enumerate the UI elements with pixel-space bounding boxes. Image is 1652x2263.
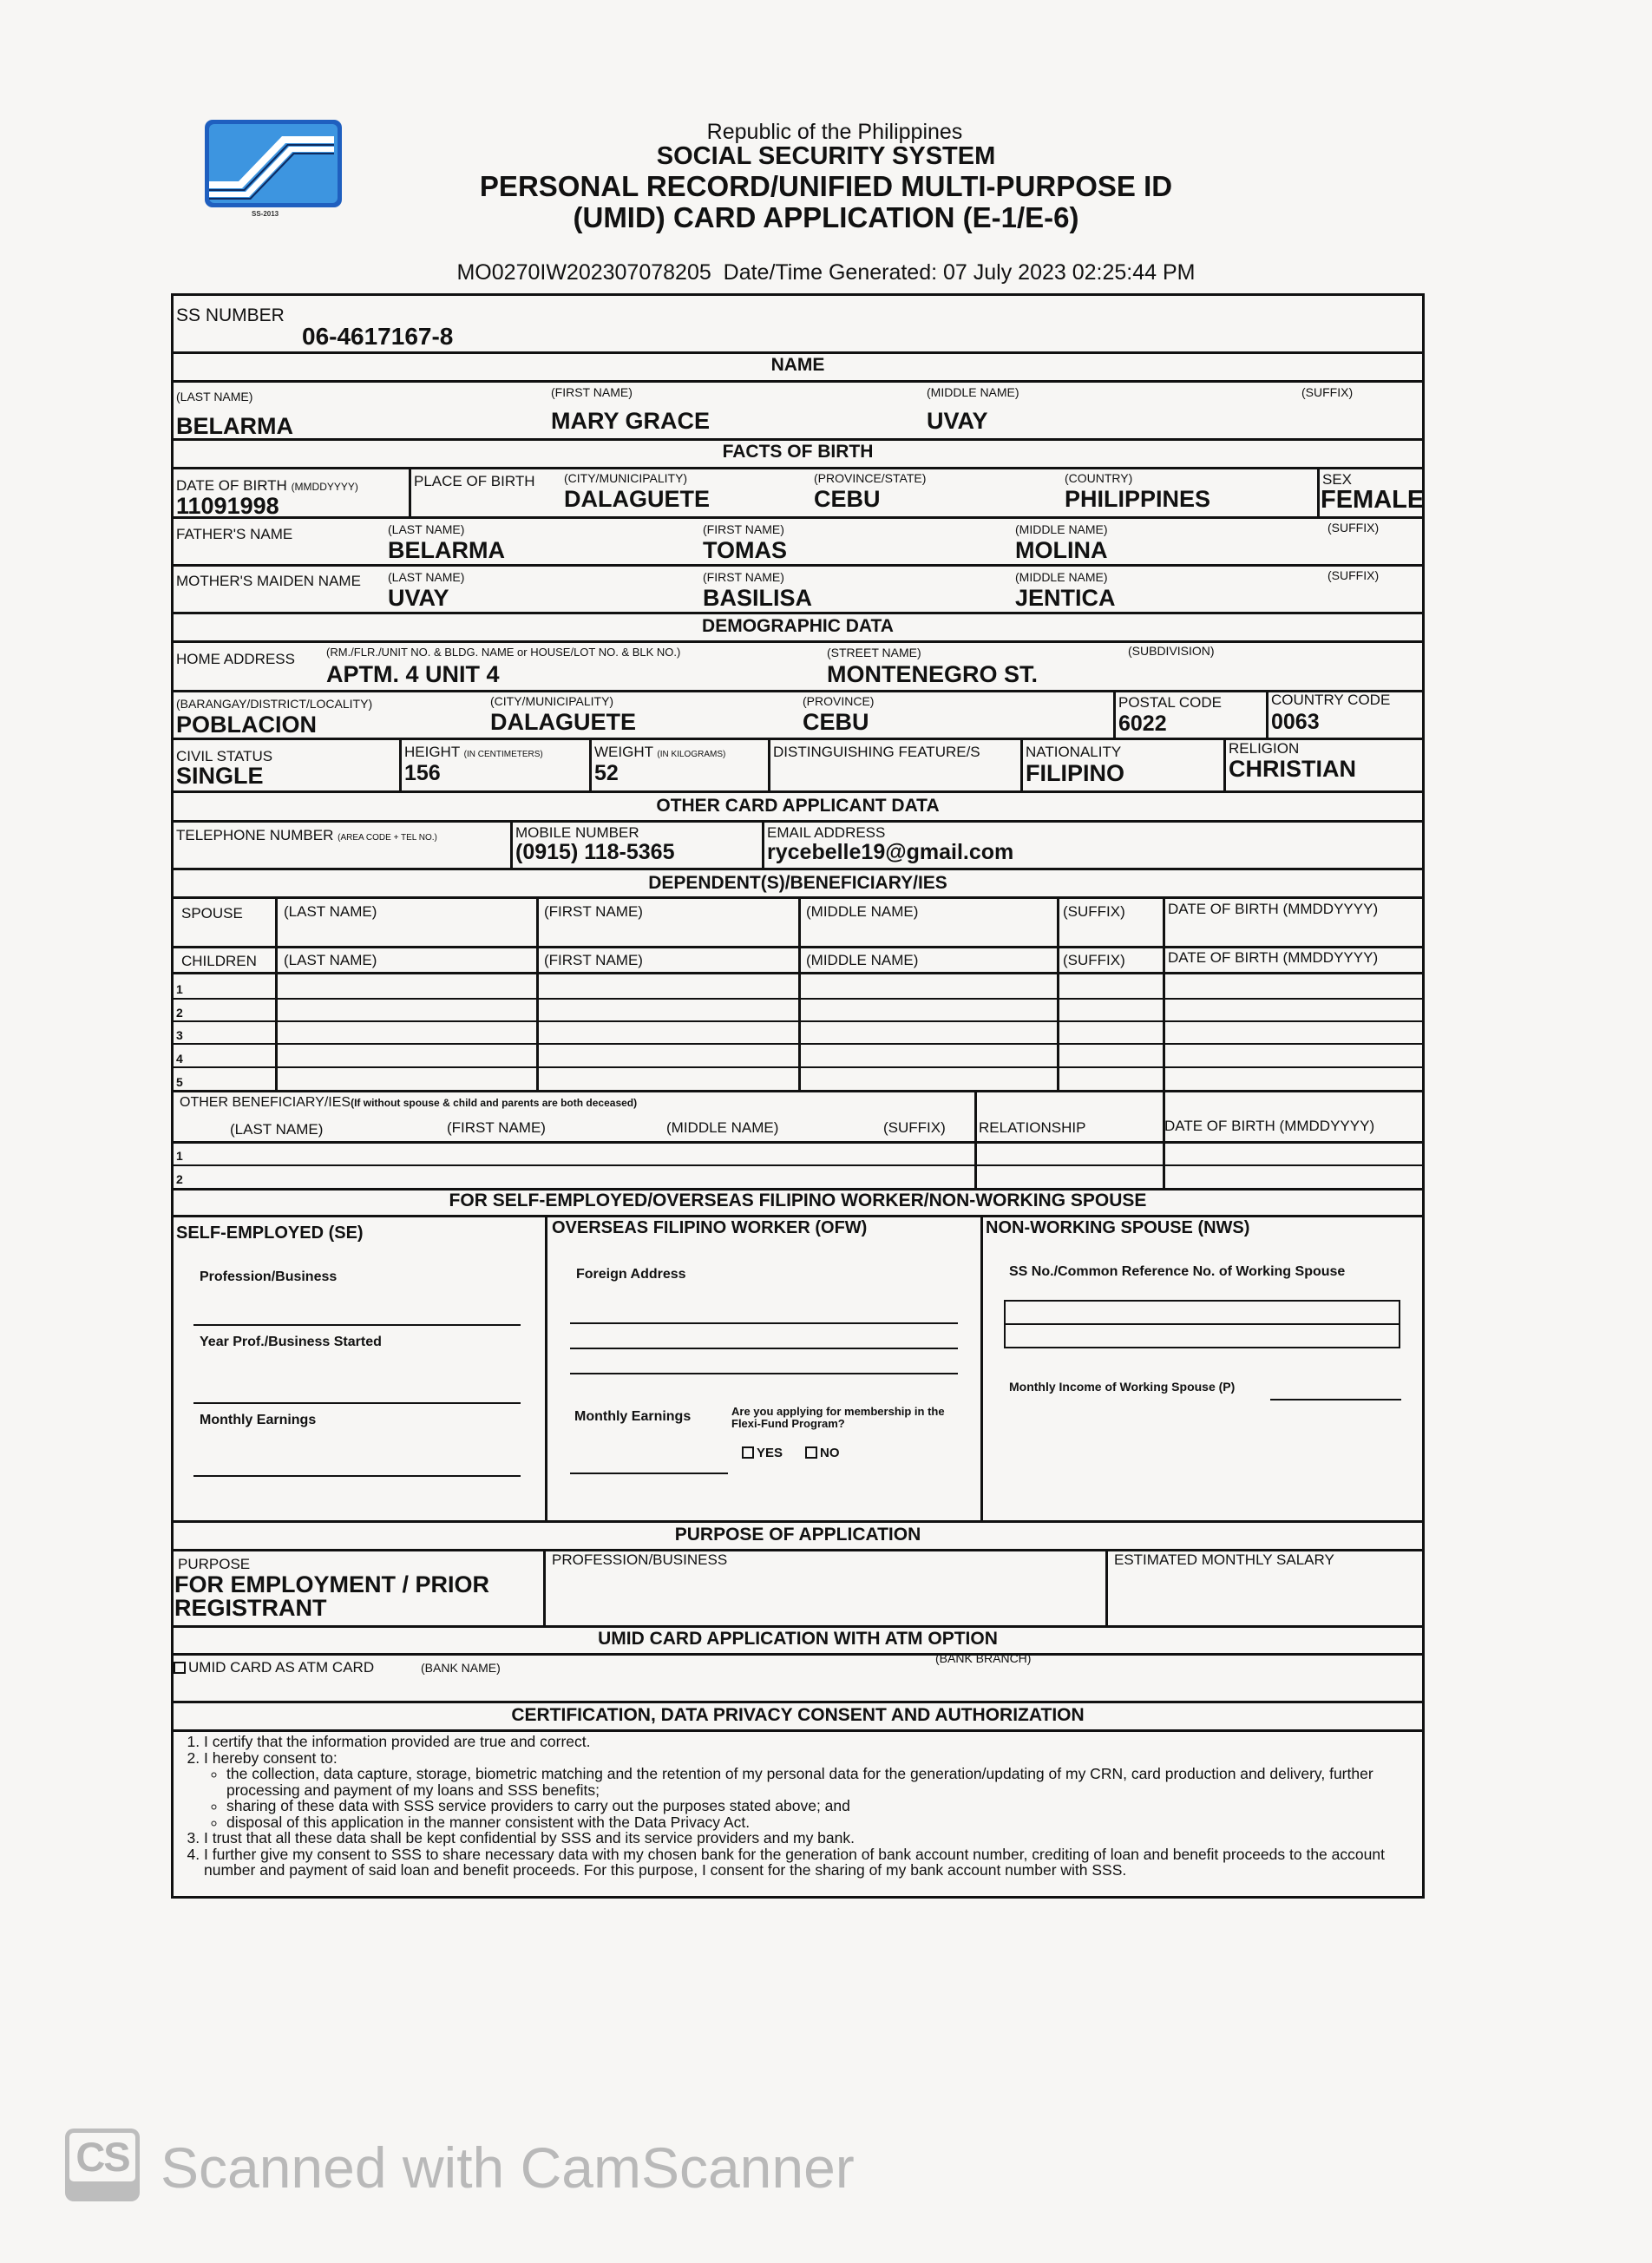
section-special-members: FOR SELF-EMPLOYED/OVERSEAS FILIPINO WORKER/NON-WORKING SPOUSE bbox=[449, 1191, 1147, 1210]
form-title-line2: (UMID) CARD APPLICATION (E-1/E-6) bbox=[573, 201, 1079, 233]
name-middle-value: UVAY bbox=[927, 408, 988, 434]
umid-atm-label: UMID CARD AS ATM CARD bbox=[188, 1659, 375, 1676]
other-beneficiary-note: (If without spouse & child and parents are both deceased) bbox=[351, 1097, 638, 1109]
children-label: CHILDREN bbox=[181, 953, 257, 969]
father-last-value: BELARMA bbox=[388, 537, 505, 563]
se-profession-line[interactable] bbox=[193, 1324, 521, 1326]
divider bbox=[171, 438, 1425, 441]
father-middle-label: (MIDDLE NAME) bbox=[1015, 522, 1108, 536]
se-earnings-label: Monthly Earnings bbox=[200, 1413, 317, 1427]
divider bbox=[1317, 467, 1320, 516]
divider bbox=[589, 738, 592, 790]
other-col-first: (FIRST NAME) bbox=[447, 1119, 546, 1136]
barangay-label: (BARANGAY/DISTRICT/LOCALITY) bbox=[176, 697, 373, 711]
ofw-address-line-1[interactable] bbox=[570, 1322, 958, 1324]
nws-income-label: Monthly Income of Working Spouse (P) bbox=[1009, 1380, 1236, 1394]
salary-label: ESTIMATED MONTHLY SALARY bbox=[1114, 1551, 1334, 1568]
mobile-label: MOBILE NUMBER bbox=[515, 824, 639, 841]
divider bbox=[171, 612, 1425, 614]
section-name: NAME bbox=[770, 355, 825, 375]
cert-item-1: 1. I certify that the information provided are true and correct. bbox=[204, 1734, 1419, 1750]
ofw-earnings-label: Monthly Earnings bbox=[574, 1409, 692, 1424]
dob-value: 11091998 bbox=[176, 493, 279, 519]
camscanner-logo-icon bbox=[65, 2129, 140, 2201]
ofw-address-label: Foreign Address bbox=[576, 1267, 686, 1282]
mother-suffix-label: (SUFFIX) bbox=[1328, 568, 1380, 582]
weight-label bbox=[594, 744, 725, 761]
unit-value: APTM. 4 UNIT 4 bbox=[326, 661, 500, 687]
address-province-value: CEBU bbox=[803, 709, 869, 735]
divider bbox=[171, 351, 1425, 354]
divider bbox=[536, 896, 539, 1090]
divider bbox=[171, 820, 1425, 823]
divider bbox=[171, 1729, 1425, 1732]
other-row-number: 2 bbox=[176, 1172, 183, 1186]
father-first-label: (FIRST NAME) bbox=[703, 522, 784, 536]
dob-format: (MMDDYYYY) bbox=[291, 481, 358, 493]
postal-code-label: POSTAL CODE bbox=[1118, 694, 1223, 711]
cert-item-3: 3. I trust that all these data shall be kept confidential by SSS and its service providers and my bank. bbox=[204, 1830, 1419, 1846]
divider bbox=[171, 467, 1425, 469]
divider bbox=[768, 738, 770, 790]
divider bbox=[171, 690, 1425, 692]
nationality-value: FILIPINO bbox=[1026, 760, 1124, 786]
section-certification: CERTIFICATION, DATA PRIVACY CONSENT AND AUTHORIZATION bbox=[511, 1705, 1085, 1725]
spouse-label: SPOUSE bbox=[181, 905, 243, 922]
purpose-value-line1: FOR EMPLOYMENT / PRIOR bbox=[174, 1571, 490, 1597]
other-row-number: 1 bbox=[176, 1149, 183, 1163]
sex-label: SEX bbox=[1322, 471, 1353, 488]
profession-label: PROFESSION/BUSINESS bbox=[552, 1551, 728, 1568]
other-col-relationship: RELATIONSHIP bbox=[979, 1119, 1086, 1136]
divider bbox=[171, 516, 1425, 519]
divider bbox=[1113, 690, 1116, 738]
republic-heading: Republic of the Philippines bbox=[706, 120, 963, 144]
pob-city-value: DALAGUETE bbox=[564, 486, 710, 512]
child-row-number: 2 bbox=[176, 1006, 183, 1020]
section-demographic: DEMOGRAPHIC DATA bbox=[702, 616, 894, 636]
weight-value: 52 bbox=[594, 761, 619, 785]
name-last-label: (LAST NAME) bbox=[176, 390, 253, 403]
mother-middle-value: JENTICA bbox=[1015, 585, 1116, 611]
flexi-no-option[interactable] bbox=[805, 1446, 840, 1460]
mother-label: MOTHER'S MAIDEN NAME bbox=[176, 573, 361, 589]
generated-timestamp: MO0270IW202307078205 Date/Time Generated: 07 July 2023 02:25:44 PM bbox=[456, 260, 1196, 285]
divider bbox=[1223, 738, 1226, 790]
pob-country-value: PHILIPPINES bbox=[1065, 486, 1211, 512]
children-col-suffix: (SUFFIX) bbox=[1063, 952, 1125, 968]
divider bbox=[171, 868, 1425, 870]
name-middle-label: (MIDDLE NAME) bbox=[927, 385, 1019, 399]
divider bbox=[171, 1653, 1425, 1656]
religion-value: CHRISTIAN bbox=[1229, 756, 1356, 782]
pob-province-label: (PROVINCE/STATE) bbox=[814, 471, 927, 485]
spouse-col-middle: (MIDDLE NAME) bbox=[806, 903, 919, 920]
name-first-value: MARY GRACE bbox=[551, 408, 711, 434]
father-suffix-label: (SUFFIX) bbox=[1328, 521, 1380, 535]
section-purpose: PURPOSE OF APPLICATION bbox=[674, 1525, 921, 1545]
divider bbox=[171, 790, 1425, 793]
child-row-number: 4 bbox=[176, 1052, 183, 1066]
father-label: FATHER'S NAME bbox=[176, 526, 293, 542]
agency-heading: SOCIAL SECURITY SYSTEM bbox=[656, 142, 996, 170]
name-last-value: BELARMA bbox=[176, 413, 293, 439]
logo-caption: SS-2013 bbox=[252, 210, 279, 218]
divider bbox=[171, 1164, 1425, 1166]
divider bbox=[171, 640, 1425, 643]
father-first-value: TOMAS bbox=[703, 537, 788, 563]
spouse-col-last: (LAST NAME) bbox=[284, 903, 377, 920]
se-year-line[interactable] bbox=[193, 1402, 521, 1404]
mother-first-label: (FIRST NAME) bbox=[703, 570, 784, 584]
email-label: EMAIL ADDRESS bbox=[767, 824, 886, 841]
height-label bbox=[404, 744, 543, 761]
divider bbox=[171, 380, 1425, 383]
nws-ss-label: SS No./Common Reference No. of Working Spouse bbox=[1009, 1264, 1346, 1279]
mother-last-value: UVAY bbox=[388, 585, 449, 611]
distinguishing-features-label: DISTINGUISHING FEATURE/S bbox=[773, 744, 980, 760]
telephone-label-text: TELEPHONE NUMBER bbox=[176, 827, 334, 843]
children-col-first: (FIRST NAME) bbox=[544, 952, 643, 968]
divider bbox=[510, 820, 513, 868]
child-row-number: 3 bbox=[176, 1028, 183, 1042]
sex-value: FEMALE bbox=[1321, 486, 1425, 514]
other-col-last: (LAST NAME) bbox=[230, 1121, 324, 1138]
se-year-label: Year Prof./Business Started bbox=[200, 1335, 382, 1349]
se-profession-label: Profession/Business bbox=[200, 1269, 338, 1284]
divider bbox=[545, 1215, 547, 1520]
divider bbox=[1163, 896, 1165, 1188]
ss-number-value: 06-4617167-8 bbox=[302, 323, 454, 350]
mother-middle-label: (MIDDLE NAME) bbox=[1015, 570, 1108, 584]
mother-last-label: (LAST NAME) bbox=[388, 570, 465, 584]
divider bbox=[974, 1090, 977, 1188]
divider bbox=[1105, 1549, 1108, 1625]
purpose-label: PURPOSE bbox=[178, 1556, 251, 1572]
ofw-earnings-line[interactable] bbox=[570, 1473, 728, 1474]
height-value: 156 bbox=[404, 761, 441, 785]
flexi-fund-question: Are you applying for membership in the Flexi-Fund Program? bbox=[731, 1405, 945, 1430]
address-city-label: (CITY/MUNICIPALITY) bbox=[490, 694, 614, 708]
purpose-value-line2: REGISTRANT bbox=[174, 1595, 327, 1621]
child-row-number: 1 bbox=[176, 982, 183, 996]
divider bbox=[543, 1549, 546, 1625]
section-facts-of-birth: FACTS OF BIRTH bbox=[722, 442, 874, 462]
pob-province-value: CEBU bbox=[814, 486, 881, 512]
other-col-suffix: (SUFFIX) bbox=[883, 1119, 946, 1136]
se-title: SELF-EMPLOYED (SE) bbox=[176, 1223, 364, 1243]
height-label-text: HEIGHT bbox=[404, 744, 460, 760]
nws-ss-input[interactable] bbox=[1004, 1300, 1400, 1348]
home-address-label: HOME ADDRESS bbox=[176, 651, 295, 667]
unit-label: (RM./FLR./UNIT NO. & BLDG. NAME or HOUSE/LOT NO. & BLK NO.) bbox=[326, 646, 681, 659]
telephone-hint: (AREA CODE + TEL NO.) bbox=[338, 833, 437, 843]
weight-unit: (IN KILOGRAMS) bbox=[657, 750, 726, 759]
divider bbox=[171, 1520, 1425, 1523]
divider bbox=[1266, 690, 1268, 738]
divider bbox=[409, 467, 411, 516]
civil-status-value: SINGLE bbox=[176, 763, 264, 789]
children-col-dob: DATE OF BIRTH (MMDDYYYY) bbox=[1168, 949, 1379, 966]
section-dependents: DEPENDENT(S)/BENEFICIARY/IES bbox=[648, 873, 947, 893]
father-last-label: (LAST NAME) bbox=[388, 522, 465, 536]
religion-label: RELIGION bbox=[1229, 740, 1300, 757]
spouse-col-dob: DATE OF BIRTH (MMDDYYYY) bbox=[1168, 901, 1379, 917]
cert-item-2-text: I hereby consent to: bbox=[204, 1748, 338, 1767]
cert-bullet-1: ◦ the collection, data capture, storage, biometric matching and the retention of my personal data for the generation/updating of my CRN, card production and delivery, further processing and payment of my loans and SSS benefits; bbox=[226, 1766, 1419, 1798]
divider bbox=[1020, 738, 1023, 790]
bank-branch-label: (BANK BRANCH) bbox=[935, 1651, 1032, 1665]
mother-first-value: BASILISA bbox=[703, 585, 813, 611]
country-code-label: COUNTRY CODE bbox=[1271, 692, 1391, 708]
nws-ss-divider bbox=[1006, 1323, 1399, 1325]
se-earnings-line[interactable] bbox=[193, 1475, 521, 1477]
ss-number-label: SS NUMBER bbox=[176, 305, 285, 325]
weight-label-text: WEIGHT bbox=[594, 744, 653, 760]
divider bbox=[762, 820, 764, 868]
barangay-value: POBLACION bbox=[176, 712, 317, 738]
certification-text bbox=[178, 1734, 1419, 1879]
height-unit: (IN CENTIMETERS) bbox=[463, 750, 543, 759]
mobile-value: (0915) 118-5365 bbox=[515, 840, 675, 864]
postal-code-value: 6022 bbox=[1118, 712, 1167, 736]
umid-atm-option[interactable] bbox=[174, 1659, 374, 1676]
umid-atm-checkbox[interactable] bbox=[174, 1662, 186, 1674]
no-label: NO bbox=[820, 1446, 840, 1460]
dob-label-text: DATE OF BIRTH bbox=[176, 477, 287, 494]
camscanner-logo-text: CS bbox=[69, 2133, 135, 2181]
pob-country-label: (COUNTRY) bbox=[1065, 471, 1133, 485]
yes-label: YES bbox=[757, 1446, 783, 1460]
section-other-card: OTHER CARD APPLICANT DATA bbox=[656, 796, 940, 816]
cert-item-2 bbox=[204, 1750, 1419, 1831]
street-label: (STREET NAME) bbox=[827, 646, 921, 659]
camscanner-watermark: Scanned with CamScanner bbox=[161, 2135, 855, 2200]
street-value: MONTENEGRO ST. bbox=[827, 661, 1039, 687]
divider bbox=[171, 1141, 1425, 1144]
subdivision-label: (SUBDIVISION) bbox=[1128, 644, 1215, 658]
children-col-last: (LAST NAME) bbox=[284, 952, 377, 968]
divider bbox=[1057, 896, 1059, 1090]
divider bbox=[275, 896, 278, 1090]
email-value: rycebelle19@gmail.com bbox=[767, 840, 1014, 864]
place-of-birth-label: PLACE OF BIRTH bbox=[414, 473, 535, 489]
children-col-middle: (MIDDLE NAME) bbox=[806, 952, 919, 968]
section-atm: UMID CARD APPLICATION WITH ATM OPTION bbox=[598, 1629, 998, 1649]
ofw-address-line-3[interactable] bbox=[570, 1373, 958, 1374]
divider bbox=[980, 1215, 983, 1520]
other-beneficiary-title: OTHER BENEFICIARY/IES bbox=[180, 1095, 351, 1110]
nws-income-line[interactable] bbox=[1270, 1399, 1401, 1400]
divider bbox=[171, 564, 1425, 567]
spouse-col-first: (FIRST NAME) bbox=[544, 903, 643, 920]
father-middle-value: MOLINA bbox=[1015, 537, 1108, 563]
form-title-line1: PERSONAL RECORD/UNIFIED MULTI-PURPOSE ID bbox=[479, 170, 1173, 202]
divider bbox=[171, 1090, 1425, 1092]
address-province-label: (PROVINCE) bbox=[803, 694, 875, 708]
name-suffix-label: (SUFFIX) bbox=[1301, 385, 1354, 399]
telephone-label bbox=[176, 827, 437, 844]
divider bbox=[171, 1215, 1425, 1217]
address-city-value: DALAGUETE bbox=[490, 709, 636, 735]
child-row-number: 5 bbox=[176, 1075, 183, 1089]
other-col-dob: DATE OF BIRTH (MMDDYYYY) bbox=[1164, 1118, 1375, 1134]
nws-title: NON-WORKING SPOUSE (NWS) bbox=[986, 1218, 1250, 1237]
divider bbox=[171, 1625, 1425, 1628]
nationality-label: NATIONALITY bbox=[1026, 744, 1122, 760]
dob-label bbox=[176, 477, 358, 495]
no-checkbox[interactable] bbox=[805, 1446, 817, 1459]
divider bbox=[399, 738, 402, 790]
pob-city-label: (CITY/MUNICIPALITY) bbox=[564, 471, 688, 485]
country-code-value: 0063 bbox=[1271, 710, 1320, 734]
flexi-yes-option[interactable] bbox=[742, 1446, 783, 1460]
ofw-title: OVERSEAS FILIPINO WORKER (OFW) bbox=[552, 1218, 868, 1237]
yes-checkbox[interactable] bbox=[742, 1446, 754, 1459]
name-first-label: (FIRST NAME) bbox=[551, 385, 633, 399]
cert-item-4: 4. I further give my consent to SSS to share necessary data with my chosen bank for the generation of bank account number, crediting of loan and benefit proceeds to the account number and payment of said loan and benefit proceeds. For this purpose, I consent for the sharing of my bank account number with SSS. bbox=[204, 1846, 1419, 1879]
other-col-middle: (MIDDLE NAME) bbox=[666, 1119, 779, 1136]
bank-name-label: (BANK NAME) bbox=[421, 1661, 501, 1675]
divider bbox=[798, 896, 801, 1090]
ofw-address-line-2[interactable] bbox=[570, 1348, 958, 1349]
spouse-col-suffix: (SUFFIX) bbox=[1063, 903, 1125, 920]
cert-bullet-3: ◦ disposal of this application in the manner consistent with the Data Privacy Act. bbox=[226, 1814, 1419, 1831]
civil-status-label: CIVIL STATUS bbox=[176, 748, 273, 764]
divider bbox=[171, 1701, 1425, 1703]
cert-bullet-2: ◦ sharing of these data with SSS service providers to carry out the purposes stated above; and bbox=[226, 1798, 1419, 1814]
other-beneficiary-label bbox=[180, 1095, 637, 1111]
